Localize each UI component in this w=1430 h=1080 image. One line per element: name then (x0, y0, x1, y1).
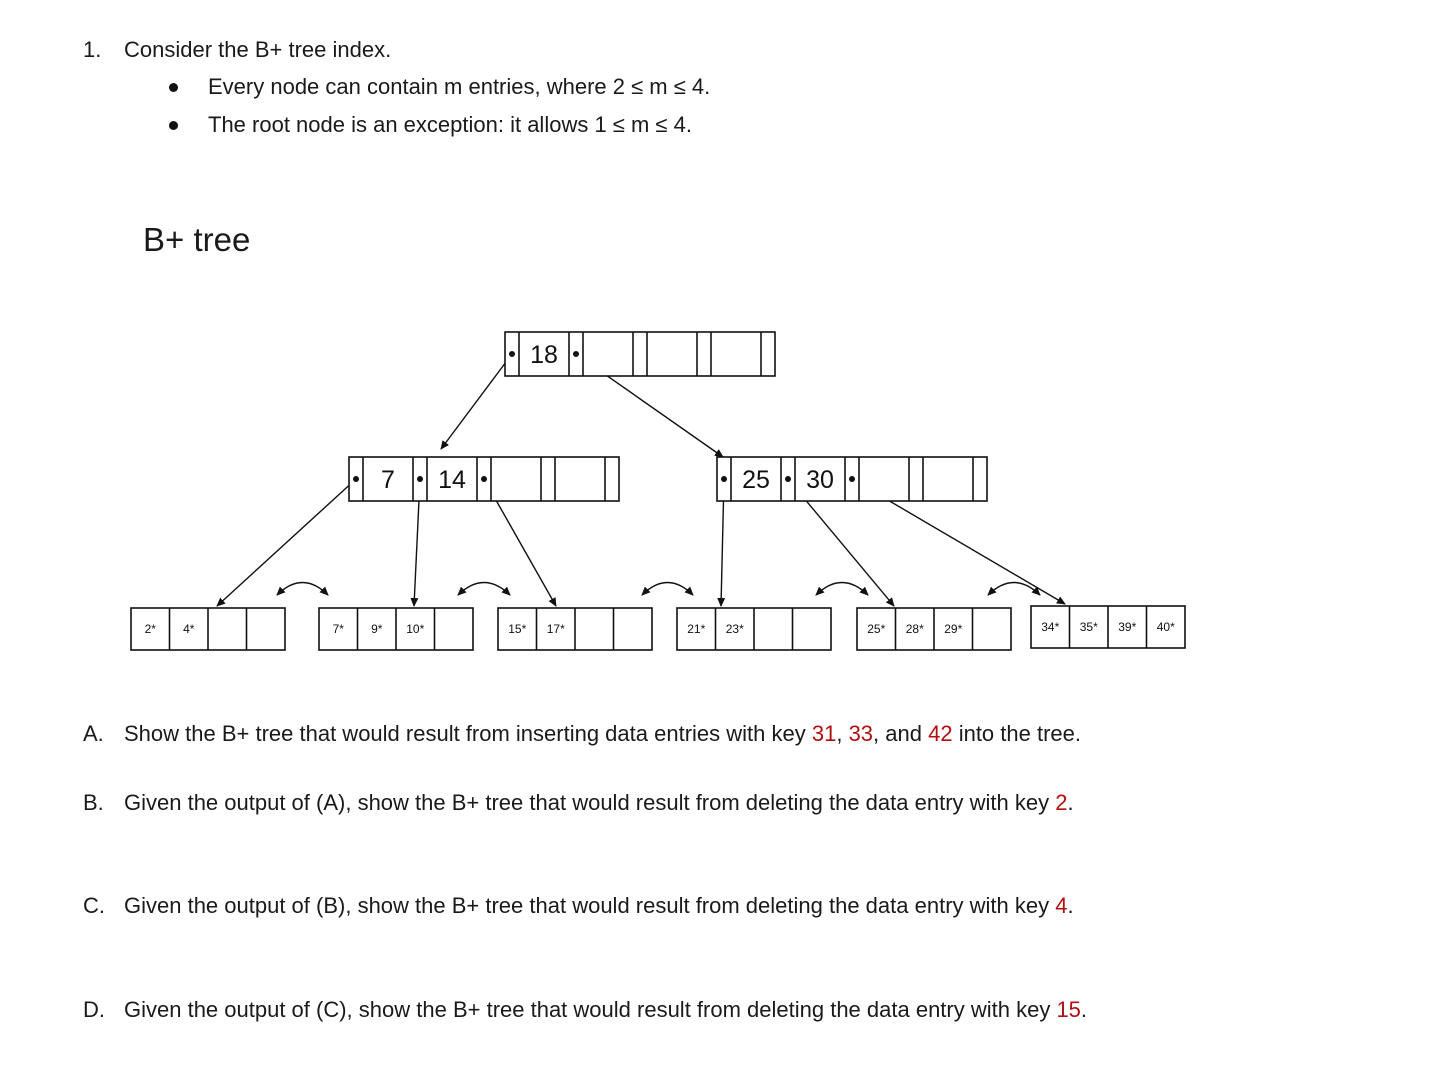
leaf-node (131, 608, 285, 650)
leaf-entry: 15* (508, 622, 527, 636)
node-key: 18 (530, 341, 558, 369)
leaf-node (677, 608, 831, 650)
sibling-link-arrow (458, 583, 510, 596)
subq-d-text: Given the output of (C), show the B+ tree that would result from deleting the data entry with key 15. (124, 997, 1088, 1022)
subq-letter-a: A. (83, 721, 104, 746)
subq-a-text: Show the B+ tree that would result from inserting data entries with key 31, 33, and 42 into the tree. (124, 721, 1081, 746)
pointer-dot (721, 476, 727, 482)
node-key: 7 (381, 466, 395, 494)
leaf-entry: 2* (144, 622, 156, 636)
subq-b-text: Given the output of (A), show the B+ tree that would result from deleting the data entry with key 2. (124, 790, 1074, 815)
pointer-dot (509, 351, 515, 357)
leaf-entry: 23* (725, 622, 744, 636)
leaf-entry: 17* (546, 622, 565, 636)
pointer-dot (849, 476, 855, 482)
leaf-entry: 28* (905, 622, 924, 636)
pointer-dot (785, 476, 791, 482)
leaf-entry: 7* (332, 622, 344, 636)
question-number: 1. (83, 37, 102, 62)
internal-node-left (349, 457, 619, 501)
pointer-dot (417, 476, 423, 482)
subq-letter-d: D. (83, 997, 105, 1022)
node-key: 14 (438, 466, 466, 494)
sibling-link-arrow (816, 583, 868, 596)
sibling-link-arrow (277, 583, 328, 596)
sibling-link-arrow (642, 583, 693, 596)
leaf-entry: 10* (406, 622, 425, 636)
bullet-text-1: Every node can contain m entries, where 2 ≤ m ≤ 4. (208, 74, 711, 99)
node-key: 30 (806, 466, 834, 494)
node-key: 25 (742, 466, 770, 494)
subq-c-text: Given the output of (B), show the B+ tree that would result from deleting the data entry with key 4. (124, 893, 1074, 918)
leaf-entry: 40* (1156, 620, 1175, 634)
subq-letter-c: C. (83, 893, 105, 918)
pointer-dot (481, 476, 487, 482)
leaf-entry: 25* (867, 622, 886, 636)
subq-letter-b: B. (83, 790, 104, 815)
question-title: Consider the B+ tree index. (124, 37, 392, 62)
bullet-text-2: The root node is an exception: it allows 1 ≤ m ≤ 4. (208, 112, 692, 137)
leaf-entry: 34* (1041, 620, 1060, 634)
leaf-entry: 29* (944, 622, 963, 636)
leaf-entry: 35* (1079, 620, 1098, 634)
leaf-entry: 21* (687, 622, 706, 636)
leaf-entry: 4* (183, 622, 195, 636)
leaf-node (498, 608, 652, 650)
pointer-dot (573, 351, 579, 357)
leaf-entry: 9* (371, 622, 383, 636)
root-node (505, 332, 775, 376)
leaf-node (319, 608, 473, 650)
pointer-dot (353, 476, 359, 482)
internal-node-right (717, 457, 987, 501)
figure-title: B+ tree (143, 221, 251, 258)
leaf-node (1031, 606, 1185, 648)
pointer-arrow (441, 354, 512, 449)
leaf-entry: 39* (1118, 620, 1137, 634)
leaf-node (857, 608, 1011, 650)
